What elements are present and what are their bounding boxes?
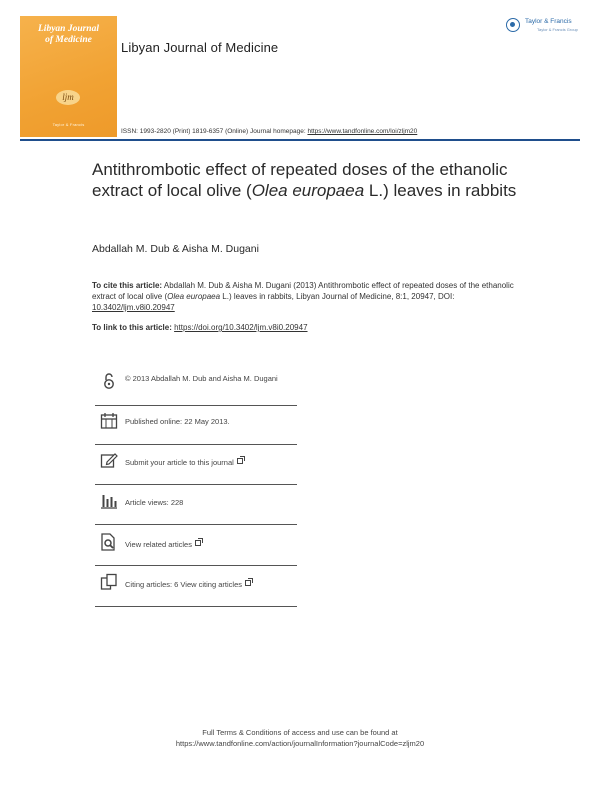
terms-footer-link[interactable]: https://www.tandfonline.com/action/journalInformation?journalCode=zljm20 — [175, 739, 425, 748]
row-divider — [95, 405, 297, 406]
citing-articles-text: Citing articles: 6 View citing articles — [125, 580, 242, 589]
citation-text2: L.) leaves in rabbits, Libyan Journal of Medicine, 8:1, 20947, DOI: — [220, 292, 455, 301]
publisher-logo-text: Taylor & Francis — [525, 18, 572, 25]
citation-species: Olea europaea — [167, 292, 221, 301]
article-authors: Abdallah M. Dub & Aisha M. Dugani — [92, 243, 259, 255]
cover-title — [20, 24, 117, 46]
article-views-row — [95, 490, 297, 516]
citation-doi-link[interactable]: 10.3402/ljm.v8i0.20947 — [92, 303, 175, 312]
citation-block — [92, 280, 522, 313]
row-divider — [95, 524, 297, 525]
publisher-logo-icon — [506, 18, 520, 32]
calendar-icon — [100, 412, 118, 430]
issn-line — [121, 128, 417, 135]
title-part1: Antithrombotic effect of repeated doses of the ethanolic extract of local olive ( — [92, 160, 508, 200]
open-access-lock-icon — [100, 372, 118, 390]
related-articles-text: View related articles — [125, 540, 192, 549]
article-doi-link[interactable]: https://doi.org/10.3402/ljm.v8i0.20947 — [174, 323, 308, 332]
row-divider — [95, 606, 297, 607]
journal-homepage-link[interactable]: https://www.tandfonline.com/loi/zljm20 — [307, 128, 418, 135]
citation-label: To cite this article: — [92, 281, 163, 290]
search-document-icon — [100, 533, 118, 551]
title-species: Olea europaea — [251, 181, 365, 200]
external-link-icon — [245, 580, 251, 586]
row-divider — [95, 444, 297, 445]
issn-text: ISSN: 1993-2820 (Print) 1819-6357 (Online) Journal homepage: — [121, 128, 308, 135]
title-part2: L.) leaves in rabbits — [364, 181, 517, 200]
header-divider — [20, 139, 580, 141]
article-link-line — [92, 323, 308, 332]
citing-articles-link[interactable] — [125, 580, 297, 590]
external-link-icon — [195, 540, 201, 546]
cover-title-line2: of Medicine — [45, 35, 92, 45]
related-articles-row[interactable] — [95, 530, 297, 558]
publisher-logo[interactable] — [506, 16, 582, 36]
article-title — [92, 159, 552, 201]
cover-badge: ljm — [56, 90, 80, 105]
row-divider — [95, 484, 297, 485]
terms-footer-line1: Full Terms & Conditions of access and use can be found at — [202, 728, 398, 737]
external-link-icon — [237, 458, 243, 464]
copyright-text: © 2013 Abdallah M. Dub and Aisha M. Dugani — [125, 374, 278, 383]
cover-publisher-tag: Taylor & Francis — [52, 122, 85, 127]
row-divider — [95, 565, 297, 566]
journal-cover — [20, 16, 117, 137]
published-text: Published online: 22 May 2013. — [125, 417, 230, 426]
article-views-text: Article views: 228 — [125, 498, 184, 507]
bar-chart-icon — [100, 491, 118, 509]
published-row — [95, 410, 297, 434]
submit-article-link[interactable] — [125, 458, 297, 468]
related-articles-link[interactable] — [125, 540, 297, 550]
submit-article-row[interactable] — [95, 450, 297, 476]
terms-footer — [100, 727, 500, 749]
citation-text1: Abdallah M. Dub & Aisha M. Dugani (2013) Antithrombotic effect of repeated doses of the ethanolic extract of local olive ( — [92, 281, 514, 301]
citing-articles-row[interactable] — [95, 570, 297, 598]
edit-pencil-icon — [100, 451, 118, 469]
submit-article-text: Submit your article to this journal — [125, 458, 234, 467]
copyright-row — [95, 370, 297, 400]
citing-documents-icon — [100, 573, 118, 591]
journal-name: Libyan Journal of Medicine — [121, 40, 279, 55]
publisher-logo-subtext: Taylor & Francis Group — [537, 27, 578, 32]
article-link-label: To link to this article: — [92, 323, 175, 332]
cover-title-line1: Libyan Journal — [38, 24, 99, 34]
